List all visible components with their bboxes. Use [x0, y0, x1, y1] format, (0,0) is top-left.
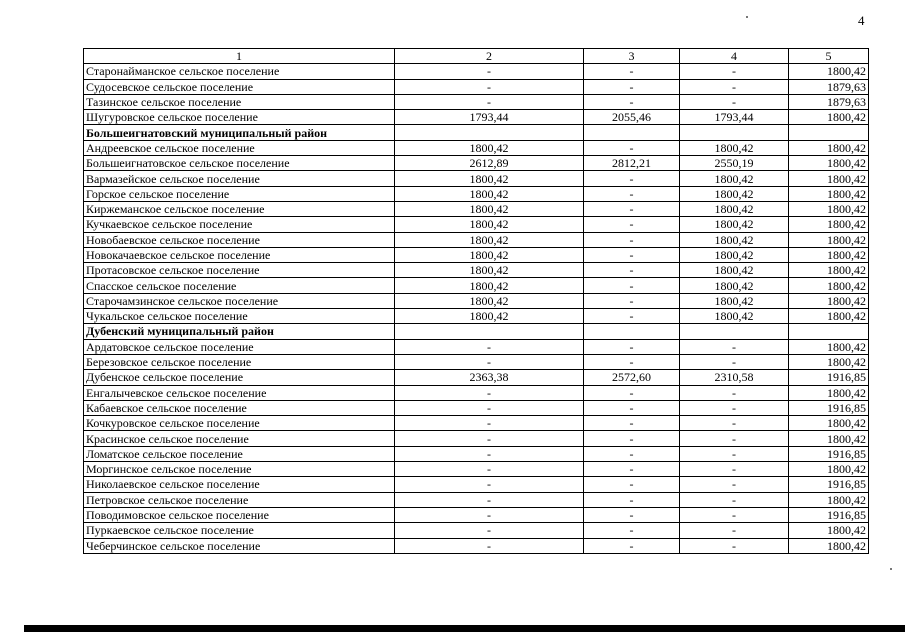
value-cell-col3: - [584, 186, 680, 201]
value-cell-col2: - [395, 400, 584, 415]
settlement-name-cell: Моргинское сельское поселение [84, 462, 395, 477]
value-cell-col3: - [584, 523, 680, 538]
value-cell-col3: 2055,46 [584, 110, 680, 125]
value-cell-col3: - [584, 79, 680, 94]
column-header-2: 2 [395, 49, 584, 64]
table-row [84, 416, 869, 431]
settlement-name-cell: Старочамзинское сельское поселение [84, 293, 395, 308]
value-cell-col2: 1800,42 [395, 293, 584, 308]
table-row [84, 247, 869, 262]
value-cell-col3: - [584, 140, 680, 155]
value-cell-col5: 1916,85 [789, 507, 869, 522]
settlement-name-cell: Большеигнатовское сельское поселение [84, 156, 395, 171]
settlement-name-cell: Новобаевское сельское поселение [84, 232, 395, 247]
table-row [84, 492, 869, 507]
table-row [84, 156, 869, 171]
value-cell-col3 [584, 324, 680, 339]
value-cell-col3: 2572,60 [584, 370, 680, 385]
table-row [84, 232, 869, 247]
value-cell-col2: 1800,42 [395, 309, 584, 324]
value-cell-col5: 1800,42 [789, 201, 869, 216]
value-cell-col5: 1800,42 [789, 278, 869, 293]
value-cell-col5 [789, 125, 869, 140]
table-row [84, 309, 869, 324]
value-cell-col2: - [395, 507, 584, 522]
value-cell-col2: 1800,42 [395, 186, 584, 201]
table-row [84, 370, 869, 385]
column-header-1: 1 [84, 49, 395, 64]
value-cell-col4: - [680, 416, 789, 431]
value-cell-col2: 1800,42 [395, 140, 584, 155]
value-cell-col3: - [584, 400, 680, 415]
table-row [84, 477, 869, 492]
value-cell-col2: 2612,89 [395, 156, 584, 171]
value-cell-col5: 1800,42 [789, 64, 869, 79]
column-header-3: 3 [584, 49, 680, 64]
value-cell-col3: - [584, 477, 680, 492]
value-cell-col3: - [584, 201, 680, 216]
settlement-name-cell: Николаевское сельское поселение [84, 477, 395, 492]
settlement-name-cell: Ардатовское сельское поселение [84, 339, 395, 354]
value-cell-col5: 1800,42 [789, 523, 869, 538]
value-cell-col3: - [584, 232, 680, 247]
value-cell-col2: 1800,42 [395, 278, 584, 293]
value-cell-col3: - [584, 247, 680, 262]
table-row [84, 263, 869, 278]
value-cell-col3: 2812,21 [584, 156, 680, 171]
value-cell-col5: 1800,42 [789, 385, 869, 400]
table-header-row [84, 49, 869, 64]
settlement-name-cell: Протасовское сельское поселение [84, 263, 395, 278]
value-cell-col5: 1800,42 [789, 217, 869, 232]
value-cell-col2: - [395, 385, 584, 400]
settlement-name-cell: Чеберчинское сельское поселение [84, 538, 395, 553]
settlement-name-cell: Кабаевское сельское поселение [84, 400, 395, 415]
table-row [84, 538, 869, 553]
settlement-name-cell: Кочкуровское сельское поселение [84, 416, 395, 431]
value-cell-col3: - [584, 171, 680, 186]
settlement-name-cell: Ломатское сельское поселение [84, 446, 395, 461]
value-cell-col4: 2550,19 [680, 156, 789, 171]
district-header-row [84, 125, 869, 140]
value-cell-col4: 1800,42 [680, 247, 789, 262]
table-body [84, 49, 869, 554]
value-cell-col5: 1800,42 [789, 171, 869, 186]
table-row [84, 94, 869, 109]
value-cell-col3: - [584, 538, 680, 553]
value-cell-col5: 1800,42 [789, 416, 869, 431]
value-cell-col4: 1800,42 [680, 201, 789, 216]
value-cell-col4: - [680, 354, 789, 369]
settlement-name-cell: Вармазейское сельское поселение [84, 171, 395, 186]
value-cell-col3: - [584, 416, 680, 431]
value-cell-col4: 1800,42 [680, 232, 789, 247]
value-cell-col4: - [680, 477, 789, 492]
settlement-name-cell: Пуркаевское сельское поселение [84, 523, 395, 538]
table-row [84, 462, 869, 477]
value-cell-col4: - [680, 446, 789, 461]
value-cell-col5: 1800,42 [789, 140, 869, 155]
value-cell-col5: 1800,42 [789, 309, 869, 324]
settlement-name-cell: Тазинское сельское поселение [84, 94, 395, 109]
value-cell-col2: 1800,42 [395, 263, 584, 278]
settlement-name-cell: Петровское сельское поселение [84, 492, 395, 507]
value-cell-col2: 1800,42 [395, 247, 584, 262]
value-cell-col5: 1800,42 [789, 293, 869, 308]
value-cell-col3: - [584, 278, 680, 293]
value-cell-col2: - [395, 477, 584, 492]
value-cell-col5: 1800,42 [789, 431, 869, 446]
settlement-name-cell: Шугуровское сельское поселение [84, 110, 395, 125]
value-cell-col2: - [395, 431, 584, 446]
value-cell-col2: - [395, 446, 584, 461]
value-cell-col3: - [584, 492, 680, 507]
value-cell-col5: 1800,42 [789, 156, 869, 171]
table-row [84, 79, 869, 94]
value-cell-col3: - [584, 385, 680, 400]
value-cell-col5: 1916,85 [789, 400, 869, 415]
table-row [84, 354, 869, 369]
column-header-5: 5 [789, 49, 869, 64]
settlement-name-cell: Березовское сельское поселение [84, 354, 395, 369]
value-cell-col2: - [395, 94, 584, 109]
value-cell-col5: 1916,85 [789, 477, 869, 492]
value-cell-col4: - [680, 400, 789, 415]
value-cell-col4: 1800,42 [680, 309, 789, 324]
table-row [84, 171, 869, 186]
table-row [84, 293, 869, 308]
value-cell-col2: - [395, 79, 584, 94]
value-cell-col5 [789, 324, 869, 339]
value-cell-col3: - [584, 462, 680, 477]
value-cell-col3: - [584, 293, 680, 308]
value-cell-col4: - [680, 462, 789, 477]
value-cell-col5: 1916,85 [789, 446, 869, 461]
settlement-name-cell: Енгалычевское сельское поселение [84, 385, 395, 400]
value-cell-col2: 1800,42 [395, 232, 584, 247]
value-cell-col2: 1800,42 [395, 201, 584, 216]
value-cell-col3: - [584, 217, 680, 232]
settlement-name-cell: Поводимовское сельское поселение [84, 507, 395, 522]
table-row [84, 446, 869, 461]
value-cell-col5: 1800,42 [789, 462, 869, 477]
district-header-row [84, 324, 869, 339]
value-cell-col5: 1800,42 [789, 492, 869, 507]
value-cell-col4: - [680, 538, 789, 553]
value-cell-col2: - [395, 538, 584, 553]
page-number: 4 [858, 13, 865, 28]
value-cell-col4: - [680, 79, 789, 94]
value-cell-col5: 1800,42 [789, 538, 869, 553]
value-cell-col3: - [584, 431, 680, 446]
table-row [84, 278, 869, 293]
value-cell-col4: - [680, 94, 789, 109]
value-cell-col4: - [680, 385, 789, 400]
value-cell-col4: - [680, 64, 789, 79]
value-cell-col5: 1800,42 [789, 186, 869, 201]
value-cell-col3: - [584, 309, 680, 324]
value-cell-col2: 1793,44 [395, 110, 584, 125]
value-cell-col4: 1800,42 [680, 293, 789, 308]
value-cell-col3: - [584, 507, 680, 522]
settlement-name-cell: Киржеманское сельское поселение [84, 201, 395, 216]
value-cell-col2: - [395, 492, 584, 507]
table-row [84, 217, 869, 232]
settlement-name-cell: Андреевское сельское поселение [84, 140, 395, 155]
value-cell-col2: 1800,42 [395, 171, 584, 186]
value-cell-col4: 1800,42 [680, 140, 789, 155]
value-cell-col2 [395, 324, 584, 339]
settlement-name-cell: Красинское сельское поселение [84, 431, 395, 446]
value-cell-col5: 1800,42 [789, 339, 869, 354]
table-row [84, 186, 869, 201]
value-cell-col4: - [680, 492, 789, 507]
value-cell-col2: 2363,38 [395, 370, 584, 385]
value-cell-col4: - [680, 339, 789, 354]
value-cell-col3: - [584, 64, 680, 79]
value-cell-col3: - [584, 339, 680, 354]
settlement-name-cell: Большеигнатовский муниципальный район [84, 125, 395, 140]
value-cell-col4: 1793,44 [680, 110, 789, 125]
table-row [84, 339, 869, 354]
value-cell-col2: - [395, 354, 584, 369]
value-cell-col4: 1800,42 [680, 186, 789, 201]
table-row [84, 64, 869, 79]
scan-speck [890, 568, 892, 570]
table-row [84, 140, 869, 155]
settlement-name-cell: Новокачаевское сельское поселение [84, 247, 395, 262]
value-cell-col5: 1879,63 [789, 94, 869, 109]
table-row [84, 201, 869, 216]
table-row [84, 523, 869, 538]
value-cell-col3: - [584, 263, 680, 278]
settlement-name-cell: Судосевское сельское поселение [84, 79, 395, 94]
value-cell-col4: - [680, 523, 789, 538]
table-row [84, 110, 869, 125]
table-row [84, 431, 869, 446]
value-cell-col5: 1800,42 [789, 354, 869, 369]
settlement-name-cell: Кучкаевское сельское поселение [84, 217, 395, 232]
value-cell-col5: 1800,42 [789, 263, 869, 278]
scan-bottom-edge [24, 625, 905, 632]
value-cell-col4: - [680, 507, 789, 522]
value-cell-col5: 1879,63 [789, 79, 869, 94]
value-cell-col2: - [395, 339, 584, 354]
scan-speck [746, 16, 748, 18]
settlement-name-cell: Горское сельское поселение [84, 186, 395, 201]
value-cell-col2: - [395, 64, 584, 79]
settlement-name-cell: Чукальское сельское поселение [84, 309, 395, 324]
value-cell-col2 [395, 125, 584, 140]
table-row [84, 385, 869, 400]
settlement-name-cell: Дубенский муниципальный район [84, 324, 395, 339]
value-cell-col2: - [395, 416, 584, 431]
tariff-table [83, 48, 869, 554]
settlement-name-cell: Дубенское сельское поселение [84, 370, 395, 385]
value-cell-col4: 1800,42 [680, 278, 789, 293]
table-row [84, 400, 869, 415]
settlement-name-cell: Старонайманское сельское поселение [84, 64, 395, 79]
value-cell-col4: 1800,42 [680, 217, 789, 232]
value-cell-col3: - [584, 446, 680, 461]
value-cell-col4: - [680, 431, 789, 446]
value-cell-col3 [584, 125, 680, 140]
value-cell-col4: 1800,42 [680, 171, 789, 186]
settlement-name-cell: Спасское сельское поселение [84, 278, 395, 293]
value-cell-col5: 1916,85 [789, 370, 869, 385]
value-cell-col5: 1800,42 [789, 110, 869, 125]
value-cell-col4: 1800,42 [680, 263, 789, 278]
value-cell-col2: 1800,42 [395, 217, 584, 232]
value-cell-col4 [680, 324, 789, 339]
value-cell-col3: - [584, 354, 680, 369]
table-row [84, 507, 869, 522]
value-cell-col5: 1800,42 [789, 232, 869, 247]
value-cell-col3: - [584, 94, 680, 109]
value-cell-col2: - [395, 523, 584, 538]
value-cell-col4 [680, 125, 789, 140]
column-header-4: 4 [680, 49, 789, 64]
value-cell-col4: 2310,58 [680, 370, 789, 385]
value-cell-col2: - [395, 462, 584, 477]
value-cell-col5: 1800,42 [789, 247, 869, 262]
